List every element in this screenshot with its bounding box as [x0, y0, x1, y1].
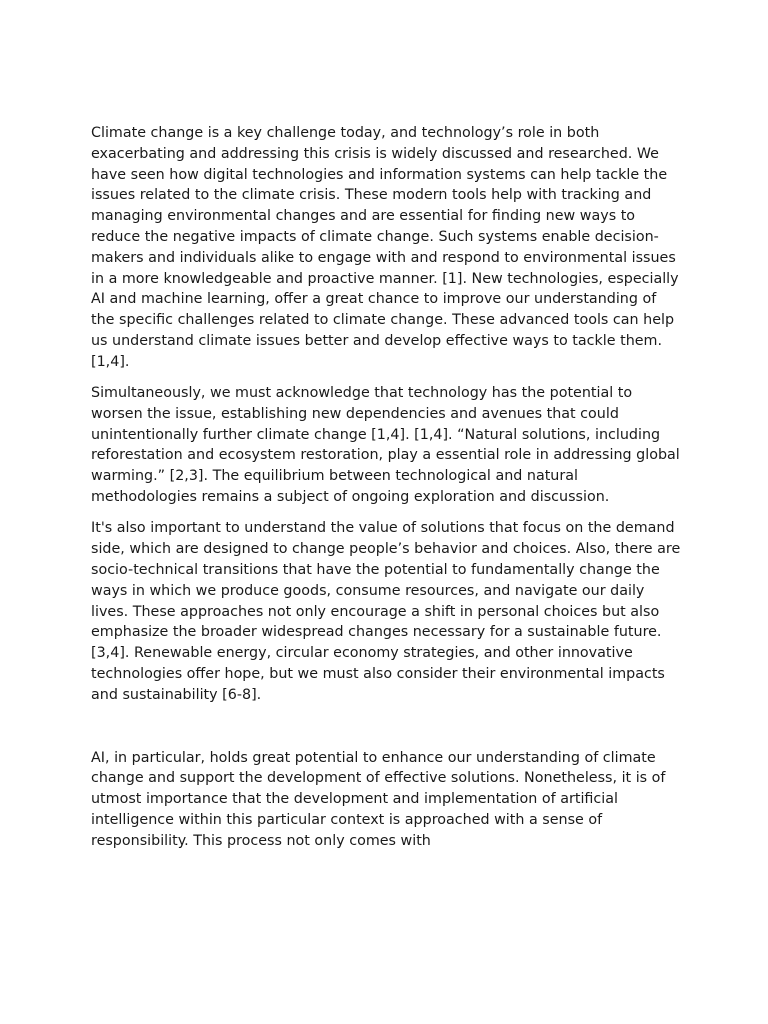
document-body	[91, 123, 681, 862]
paragraph-3: It's also important to understand the value of solutions that focus on the demand side, which are designed to change people’s behavior and choices. Also, there are socio-technical transitions that have the potential to fundamentally change the ways in which we produce goods, consume resources, and navigate our daily lives. These approaches not only encourage a shift in personal choices but also emphasize the broader widespread changes necessary for a sustainable future. [3,4]. Renewable energy, circular economy strategies, and other innovative technologies offer hope, but we must also consider their environmental impacts and sustainability [6-8].	[91, 520, 681, 703]
paragraph-4: AI, in particular, holds great potential to enhance our understanding of climate change and support the development of effective solutions. Nonetheless, it is of utmost importance that the development and implementation of artificial intelligence within this particular context is approached with a sense of responsibility. This process not only comes with	[91, 749, 666, 849]
paragraph-1: Climate change is a key challenge today, and technology’s role in both exacerbating and addressing this crisis is widely discussed and researched. We have seen how digital technologies and information systems can help tackle the issues related to the climate crisis. These modern tools help with tracking and managing environmental changes and are essential for finding new ways to reduce the negative impacts of climate change. Such systems enable decision-makers and individuals alike to engage with and respond to environmental issues in a more knowledgeable and proactive manner. [1]. New technologies, especially AI and machine learning, offer a great chance to improve our understanding of the specific challenges related to climate change. These advanced tools can help us understand climate issues better and develop effective ways to tackle them. [1,4].	[91, 125, 679, 370]
paragraph-2: Simultaneously, we must acknowledge that technology has the potential to worsen the issue, establishing new dependencies and avenues that could unintentionally further climate change [1,4]. [1,4]. “Natural solutions, including reforestation and ecosystem restoration, play a essential role in addressing global warming.” [2,3]. The equilibrium between technological and natural methodologies remains a subject of ongoing exploration and discussion.	[91, 385, 680, 506]
